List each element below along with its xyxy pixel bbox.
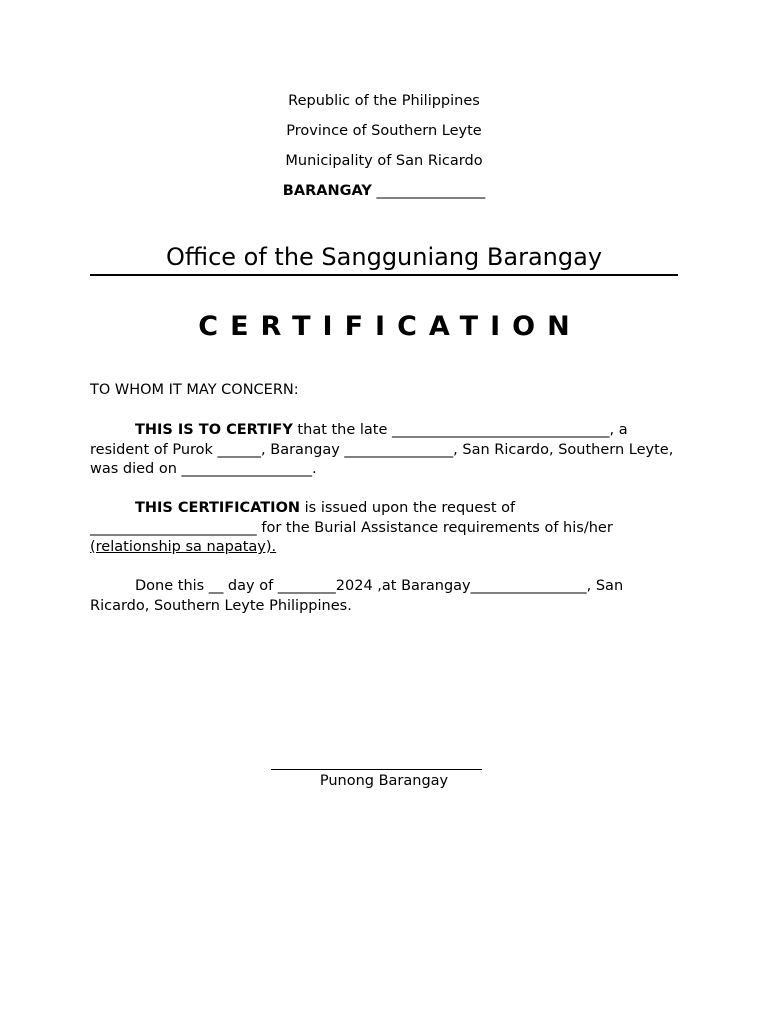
salutation: TO WHOM IT MAY CONCERN: <box>90 382 299 398</box>
request-text: is issued upon the request of _______________________ for the Burial Assistance requirements of his/her <box>90 500 613 536</box>
paragraph-certify <box>90 421 678 480</box>
office-title: Office of the Sangguniang Barangay <box>165 243 603 271</box>
municipality-line: Municipality of San Ricardo <box>285 153 483 169</box>
paragraph-done <box>90 577 678 616</box>
request-lead: THIS CERTIFICATION <box>135 500 301 516</box>
signature-line <box>271 769 482 770</box>
certify-lead: THIS IS TO CERTIFY <box>135 422 293 438</box>
done-text: Done this __ day of ________2024 ,at Barangay________________, San Ricardo, Southern Leyte Philippines. <box>90 578 624 614</box>
republic-line: Republic of the Philippines <box>288 93 480 109</box>
province-line: Province of Southern Leyte <box>286 123 482 139</box>
barangay-line <box>0 182 768 200</box>
barangay-blank: _______________ <box>376 183 486 199</box>
certify-text: that the late ______________________________, a resident of Purok ______, Barangay _______________, San Ricardo, Southern Leyte, was died on __________________. <box>90 422 674 477</box>
signature-title: Punong Barangay <box>319 773 449 789</box>
certification-title: CERTIFICATION <box>198 311 582 342</box>
title-divider <box>90 274 678 276</box>
paragraph-request <box>90 499 678 558</box>
relationship-text: (relationship sa napatay). <box>90 539 277 555</box>
barangay-label: BARANGAY <box>282 183 372 199</box>
